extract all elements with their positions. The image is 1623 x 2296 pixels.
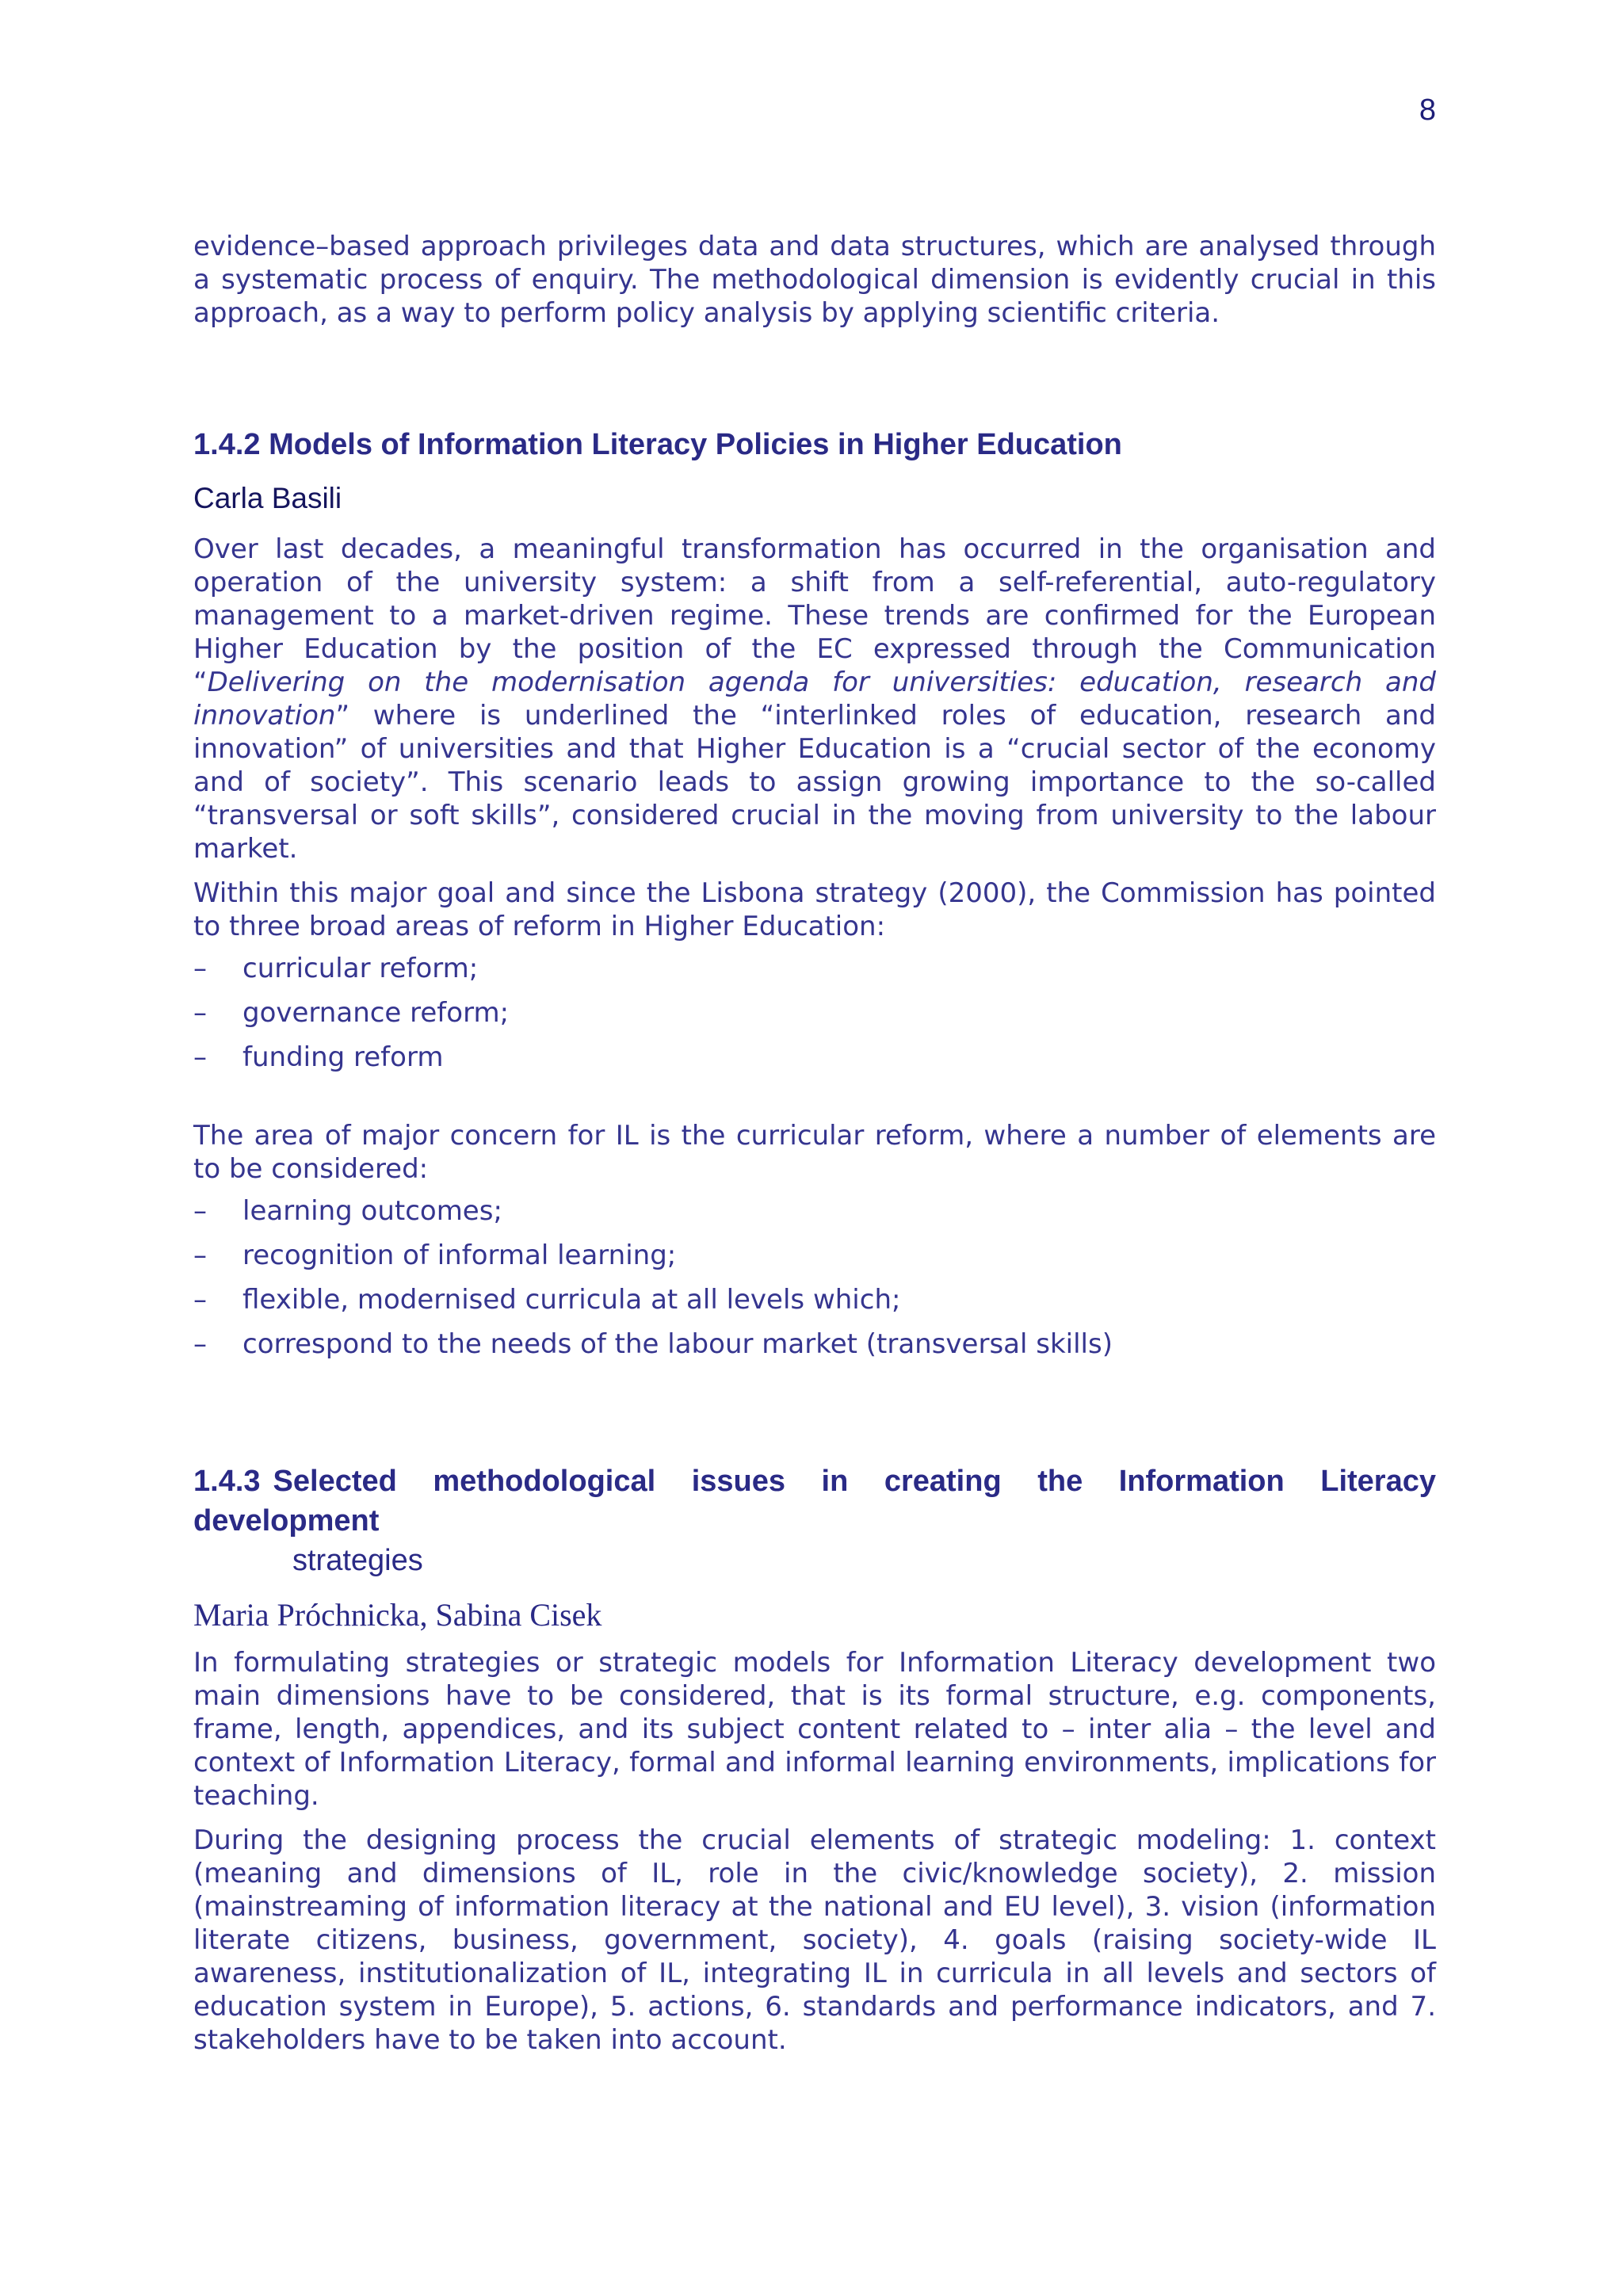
communication-title: Delivering on the modernisation agenda for universities: education, research and innovation [193,667,1436,732]
section-heading-1-4-3 [193,1461,1436,1541]
intro-paragraph: evidence–based approach privileges data and data structures, which are analysed through a systematic process of enquiry. The methodological dimension is evidently crucial in this approach, as a way to perform policy analysis by applying scientific criteria. [193,231,1436,329]
list-item: – recognition of informal learning; [193,1233,1436,1278]
basili-paragraph-2: Within this major goal and since the Lisbona strategy (2000), the Commission has pointed to three broad areas of reform in Higher Education: [193,877,1436,942]
section-authors-prochnicka-cisek: Maria Próchnicka, Sabina Cisek [193,1597,602,1633]
section-title-line-1: Selected methodological issues in creating the Information Literacy development [193,1465,1436,1538]
list-item: – learning outcomes; [193,1189,1436,1233]
dash-bullet: – [193,1284,207,1316]
section-number: 1.4.3 [193,1465,261,1498]
basili-paragraph-3: The area of major concern for IL is the curricular reform, where a number of elements are to be considered: [193,1120,1436,1185]
dash-bullet: – [193,997,207,1029]
curricular-elements-list [193,1189,1436,1366]
basili-p1-text-a: Over last decades, a meaningful transformation has occurred in the organisation and operation of the university system: a shift from a self-referential, auto-regulatory management to a market-driven regime. These trends are confirmed for the European Higher Education by the position of the EC expressed through the Communication “ [193,533,1436,698]
prochnicka-paragraph-1: In formulating strategies or strategic models for Information Literacy development two main dimensions have to be considered, that is its formal structure, e.g. components, frame, length, appendices, and its subject content related to – inter alia – the level and context of Information Literacy, formal and informal learning environments, implications for teaching. [193,1647,1436,1812]
list-item: – funding reform [193,1035,1436,1079]
list-item: – governance reform; [193,991,1436,1035]
section-title-line-2: strategies [292,1544,423,1577]
page-content [193,230,1436,2057]
dash-bullet: – [193,1240,207,1271]
reform-areas-list [193,946,1436,1079]
list-item: – curricular reform; [193,946,1436,991]
list-item: – correspond to the needs of the labour market (transversal skills) [193,1322,1436,1366]
section-heading-1-4-2: 1.4.2 Models of Information Literacy Policies in Higher Education [193,428,1122,461]
dash-bullet: – [193,1195,207,1227]
dash-bullet: – [193,953,207,984]
section-author-basili: Carla Basili [193,482,342,514]
page-number: 8 [1419,94,1436,127]
list-item: – flexible, modernised curricula at all levels which; [193,1278,1436,1322]
dash-bullet: – [193,1328,207,1360]
dash-bullet: – [193,1041,207,1073]
basili-paragraph-1 [193,533,1436,865]
prochnicka-paragraph-2: During the designing process the crucial elements of strategic modeling: 1. context (meaning and dimensions of IL, role in the civic/knowledge society), 2. mission (mainstreaming of information literacy at the national and EU level), 3. vision (information literate citizens, business, government, society), 4. goals (raising society-wide IL awareness, institutionalization of IL, integrating IL in curricula in all levels and sectors of education system in Europe), 5. actions, 6. standards and performance indicators, and 7. stakeholders have to be taken into account. [193,1824,1436,2056]
basili-p1-text-b: ” where is underlined the “interlinked roles of education, research and innovation” of universities and that Higher Education is a “crucial sector of the economy and of society”. This scenario leads to assign growing importance to the so-called “transversal or soft skills”, considered crucial in the moving from university to the labour market. [193,700,1436,865]
